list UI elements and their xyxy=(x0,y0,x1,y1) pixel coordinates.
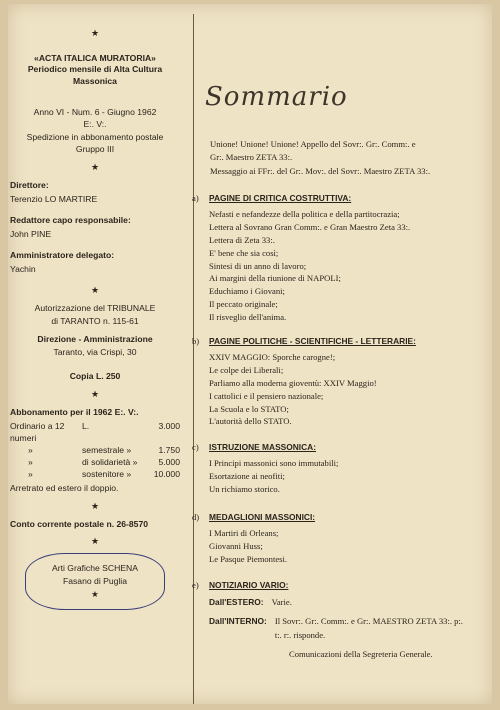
section-c xyxy=(192,442,492,496)
section-d xyxy=(192,512,492,566)
page-title: Sommario xyxy=(205,82,348,112)
masthead-column xyxy=(10,22,180,610)
news-foreign-text: Varie. xyxy=(271,597,292,607)
list-item: Sintesi di un anno di lavoro; xyxy=(209,260,307,271)
star-ornament: ★ xyxy=(90,500,100,511)
subscription-note: Arretrato ed estero il doppio. xyxy=(10,483,119,494)
intro-line: Messaggio ai FFr:. del Gr:. Mov:. del Sovr:. Maestro ZETA 33:. xyxy=(210,165,431,176)
section-e xyxy=(192,580,492,661)
publication-subtitle: Periodico mensile di Alta Cultura xyxy=(27,64,163,74)
star-ornament: ★ xyxy=(90,161,100,172)
direction-label: Direzione - Amministrazione xyxy=(37,334,153,345)
issue-era: E:. V:. xyxy=(83,119,107,130)
subscription-type: » xyxy=(28,445,33,456)
section-items xyxy=(209,527,492,566)
list-item: Esortazione ai neofiti; xyxy=(209,470,285,481)
issue-info: Anno VI - Num. 6 - Giugno 1962 xyxy=(33,106,157,117)
list-item: Lettera al Sovrano Gran Comm:. e Gran Maestro Zeta 33:. xyxy=(209,221,411,232)
postal-account: Conto corrente postale n. 26-8570 xyxy=(10,518,149,529)
list-item: Un richiamo storico. xyxy=(209,483,280,494)
list-item: I Martiri di Orleans; xyxy=(209,528,279,538)
list-item: Educhiamo i Giovani; xyxy=(209,286,285,297)
list-item: E' bene che sia così; xyxy=(209,247,279,258)
subscription-price: 10.000 xyxy=(153,469,180,480)
section-items xyxy=(209,351,492,428)
list-item: La Scuola e lo STATO; xyxy=(209,403,289,414)
list-item: Le Pasque Piemontesi. xyxy=(209,553,288,564)
subscription-type: » xyxy=(28,469,33,480)
star-ornament: ★ xyxy=(91,589,99,599)
subscription-kind: L. xyxy=(82,421,90,432)
section-heading: NOTIZIARIO VARIO: xyxy=(209,580,289,590)
director-name: Terenzio LO MARTIRE xyxy=(10,194,98,205)
section-letter: a) xyxy=(192,193,199,203)
section-letter: e) xyxy=(192,580,199,590)
subscription-price: 3.000 xyxy=(158,421,180,432)
star-ornament: ★ xyxy=(90,536,100,547)
list-item: Giovanni Huss; xyxy=(209,540,263,551)
section-heading: MEDAGLIONI MASSONICI: xyxy=(209,512,316,522)
list-item: XXIV MAGGIO: Sporche carogne!; xyxy=(209,352,336,362)
printer-place: Fasano di Puglia xyxy=(62,576,128,587)
star-ornament: ★ xyxy=(90,388,100,399)
news-interior-text: Il Sovr:. Gr:. Comm:. e Gr:. MAESTRO ZETA 33:. p:. t:. r:. risponde. xyxy=(274,616,463,640)
news-secretariat: Comunicazioni della Segreteria Generale. xyxy=(289,648,433,659)
section-b xyxy=(192,336,492,428)
subscription-kind: di solidarietà » xyxy=(82,457,138,468)
list-item: Nefasti e nefandezze della politica e della partitocrazia; xyxy=(209,209,400,219)
news-interior-label: Dall'INTERNO: xyxy=(209,616,267,627)
news-interior xyxy=(209,615,492,642)
section-a xyxy=(192,193,492,324)
subscription-type: » xyxy=(28,457,33,468)
authorization-line-2: di TARANTO n. 115-61 xyxy=(51,315,139,326)
list-item: Parliamo alla moderna gioventù: XXIV Maggio! xyxy=(209,377,377,388)
intro-line: Unione! Unione! Unione! Appello del Sovr:. Gr:. Comm:. e xyxy=(210,139,416,149)
postal-group: Gruppo III xyxy=(75,144,115,155)
subscription-type: Ordinario a 12 numeri xyxy=(10,421,65,444)
star-ornament: ★ xyxy=(90,28,100,38)
subscription-price: 1.750 xyxy=(158,445,180,456)
list-item: Il risveglio dell'anima. xyxy=(209,312,287,323)
section-letter: c) xyxy=(192,442,199,452)
list-item: Il peccato originale; xyxy=(209,299,278,310)
authorization-line: Autorizzazione del TRIBUNALE xyxy=(34,303,156,314)
news-foreign xyxy=(209,596,492,609)
list-item: Lettera di Zeta 33:. xyxy=(209,234,275,245)
intro-line: Gr:. Maestro ZETA 33:. xyxy=(210,152,293,163)
news-foreign-label: Dall'ESTERO: xyxy=(209,597,264,607)
editor-name: John PINE xyxy=(10,229,52,240)
list-item: Ai margini della riunione di NAPOLI; xyxy=(209,273,341,284)
section-letter: d) xyxy=(192,512,200,522)
star-ornament: ★ xyxy=(90,285,100,296)
section-heading: PAGINE DI CRITICA COSTRUTTIVA: xyxy=(209,193,352,203)
editor-label: Redattore capo responsabile: xyxy=(10,214,131,225)
section-heading: PAGINE POLITICHE - SCIENTIFICHE - LETTERARIE: xyxy=(209,336,416,346)
subscription-kind: semestrale » xyxy=(82,445,132,456)
section-heading: ISTRUZIONE MASSONICA: xyxy=(209,442,317,452)
section-items xyxy=(209,208,492,324)
printer-stamp xyxy=(25,553,165,610)
copy-price: Copia L. 250 xyxy=(69,371,121,382)
list-item: L'autorità dello STATO. xyxy=(209,416,292,427)
section-letter: b) xyxy=(192,336,200,346)
director-label: Direttore: xyxy=(10,179,49,190)
news-block xyxy=(209,596,492,661)
subscription-table xyxy=(10,420,180,480)
printer-name: Arti Grafiche SCHENA xyxy=(52,563,138,574)
publication-title: «ACTA ITALICA MURATORIA» xyxy=(34,53,156,63)
postal-info: Spedizione in abbonamento postale xyxy=(26,131,164,142)
intro-block xyxy=(210,138,485,178)
list-item: I cattolici e il pensiero nazionale; xyxy=(209,390,324,401)
admin-label: Amministratore delegato: xyxy=(10,249,115,260)
publication-subtitle-2: Massonica xyxy=(73,76,117,87)
direction-address: Taranto, via Crispi, 30 xyxy=(53,346,137,357)
subscription-title: Abbonamento per il 1962 E:. V:. xyxy=(10,406,139,417)
admin-name: Yachin xyxy=(10,263,36,274)
list-item: I Principi massonici sono immutabili; xyxy=(209,458,339,468)
subscription-price: 5.000 xyxy=(158,457,180,468)
subscription-kind: sostenitore » xyxy=(82,469,132,480)
list-item: Le colpe dei Liberali; xyxy=(209,364,284,375)
section-items xyxy=(209,457,492,496)
